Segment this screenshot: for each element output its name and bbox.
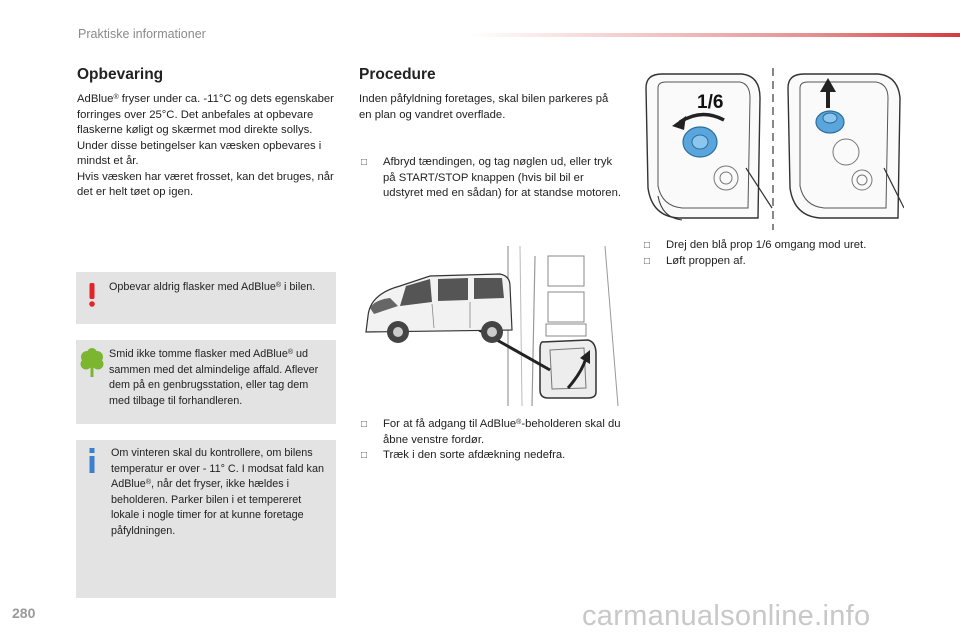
procedure-intro: Inden påfyldning foretages, skal bilen parkeres på en plan og vandret overflade. (359, 93, 609, 121)
eco-text: Smid ikke tomme flasker med AdBlue® ud sammen med det almindelige affald. Aflever dem på en genbrugsstation, eller tag dem med tilbage til forhandleren. (109, 348, 319, 407)
watermark: carmanualsonline.info (582, 600, 871, 632)
van-door-illustration (360, 246, 622, 406)
info-box (76, 440, 336, 598)
warning-box (76, 272, 336, 324)
checkbox-bullet-icon: □ (644, 255, 651, 267)
step-turn-cap: □ Drej den blå prop 1/6 omgang mod uret. (642, 238, 904, 254)
procedure-steps-2 (359, 417, 621, 464)
header-gradient-bar (470, 33, 960, 37)
info-text: Om vinteren skal du kontrollere, om bilens temperatur er over - 11° C. I modsat fald kan AdBlue®, når det fryser, ikke hældes i beholderen. Parker bilen i et tempereret lokale i nogle timer for at kunne foretage påfyldningen. (111, 447, 324, 537)
cap-turn-drawing (642, 68, 904, 230)
warning-text: Opbevar aldrig flasker med AdBlue® i bilen. (109, 281, 316, 293)
tree-icon (80, 348, 104, 378)
checkbox-bullet-icon: □ (361, 157, 368, 168)
eco-box (76, 340, 336, 424)
checkbox-bullet-icon: □ (361, 450, 368, 461)
section-header: Praktiske informationer (78, 27, 206, 41)
step-open-door: □ For at få adgang til AdBlue®-beholderen skal du åbne venstre fordør. (361, 418, 621, 446)
procedure-steps-1 (359, 155, 621, 202)
procedure-title: Procedure (359, 66, 436, 83)
storage-paragraph-2: Under disse betingelser kan væsken opbevares i mindst et år. (77, 139, 322, 167)
step-stop-engine: □ Afbryd tændingen, og tag nøglen ud, eller tryk på START/STOP knappen (hvis bil bil er udstyret med en sådan) for at standse motoren. (361, 156, 621, 199)
storage-text (77, 92, 339, 201)
storage-title: Opbevaring (77, 66, 164, 83)
step-lift-cap: □ Løft proppen af. (642, 254, 904, 270)
checkbox-bullet-icon: □ (361, 419, 368, 430)
checkbox-bullet-icon: □ (644, 240, 651, 251)
cap-steps (642, 238, 904, 269)
step-pull-cover: □ Træk i den sorte afdækning nedefra. (359, 448, 621, 464)
page-number: 280 (12, 605, 36, 621)
info-icon (86, 448, 98, 474)
cap-fraction-label: 1/6 (697, 92, 724, 113)
cap-illustration (642, 68, 904, 230)
storage-paragraph-1: AdBlue® fryser under ca. -11°C og dets egenskaber forringes over 25°C. Det anbefales at opbevare flaskerne køligt og skærmet mod direkte sollys. (77, 93, 334, 136)
storage-paragraph-3: Hvis væsken har været frosset, kan det bruges, når det er helt tøet op igen. (77, 170, 334, 198)
exclamation-icon (85, 282, 99, 308)
